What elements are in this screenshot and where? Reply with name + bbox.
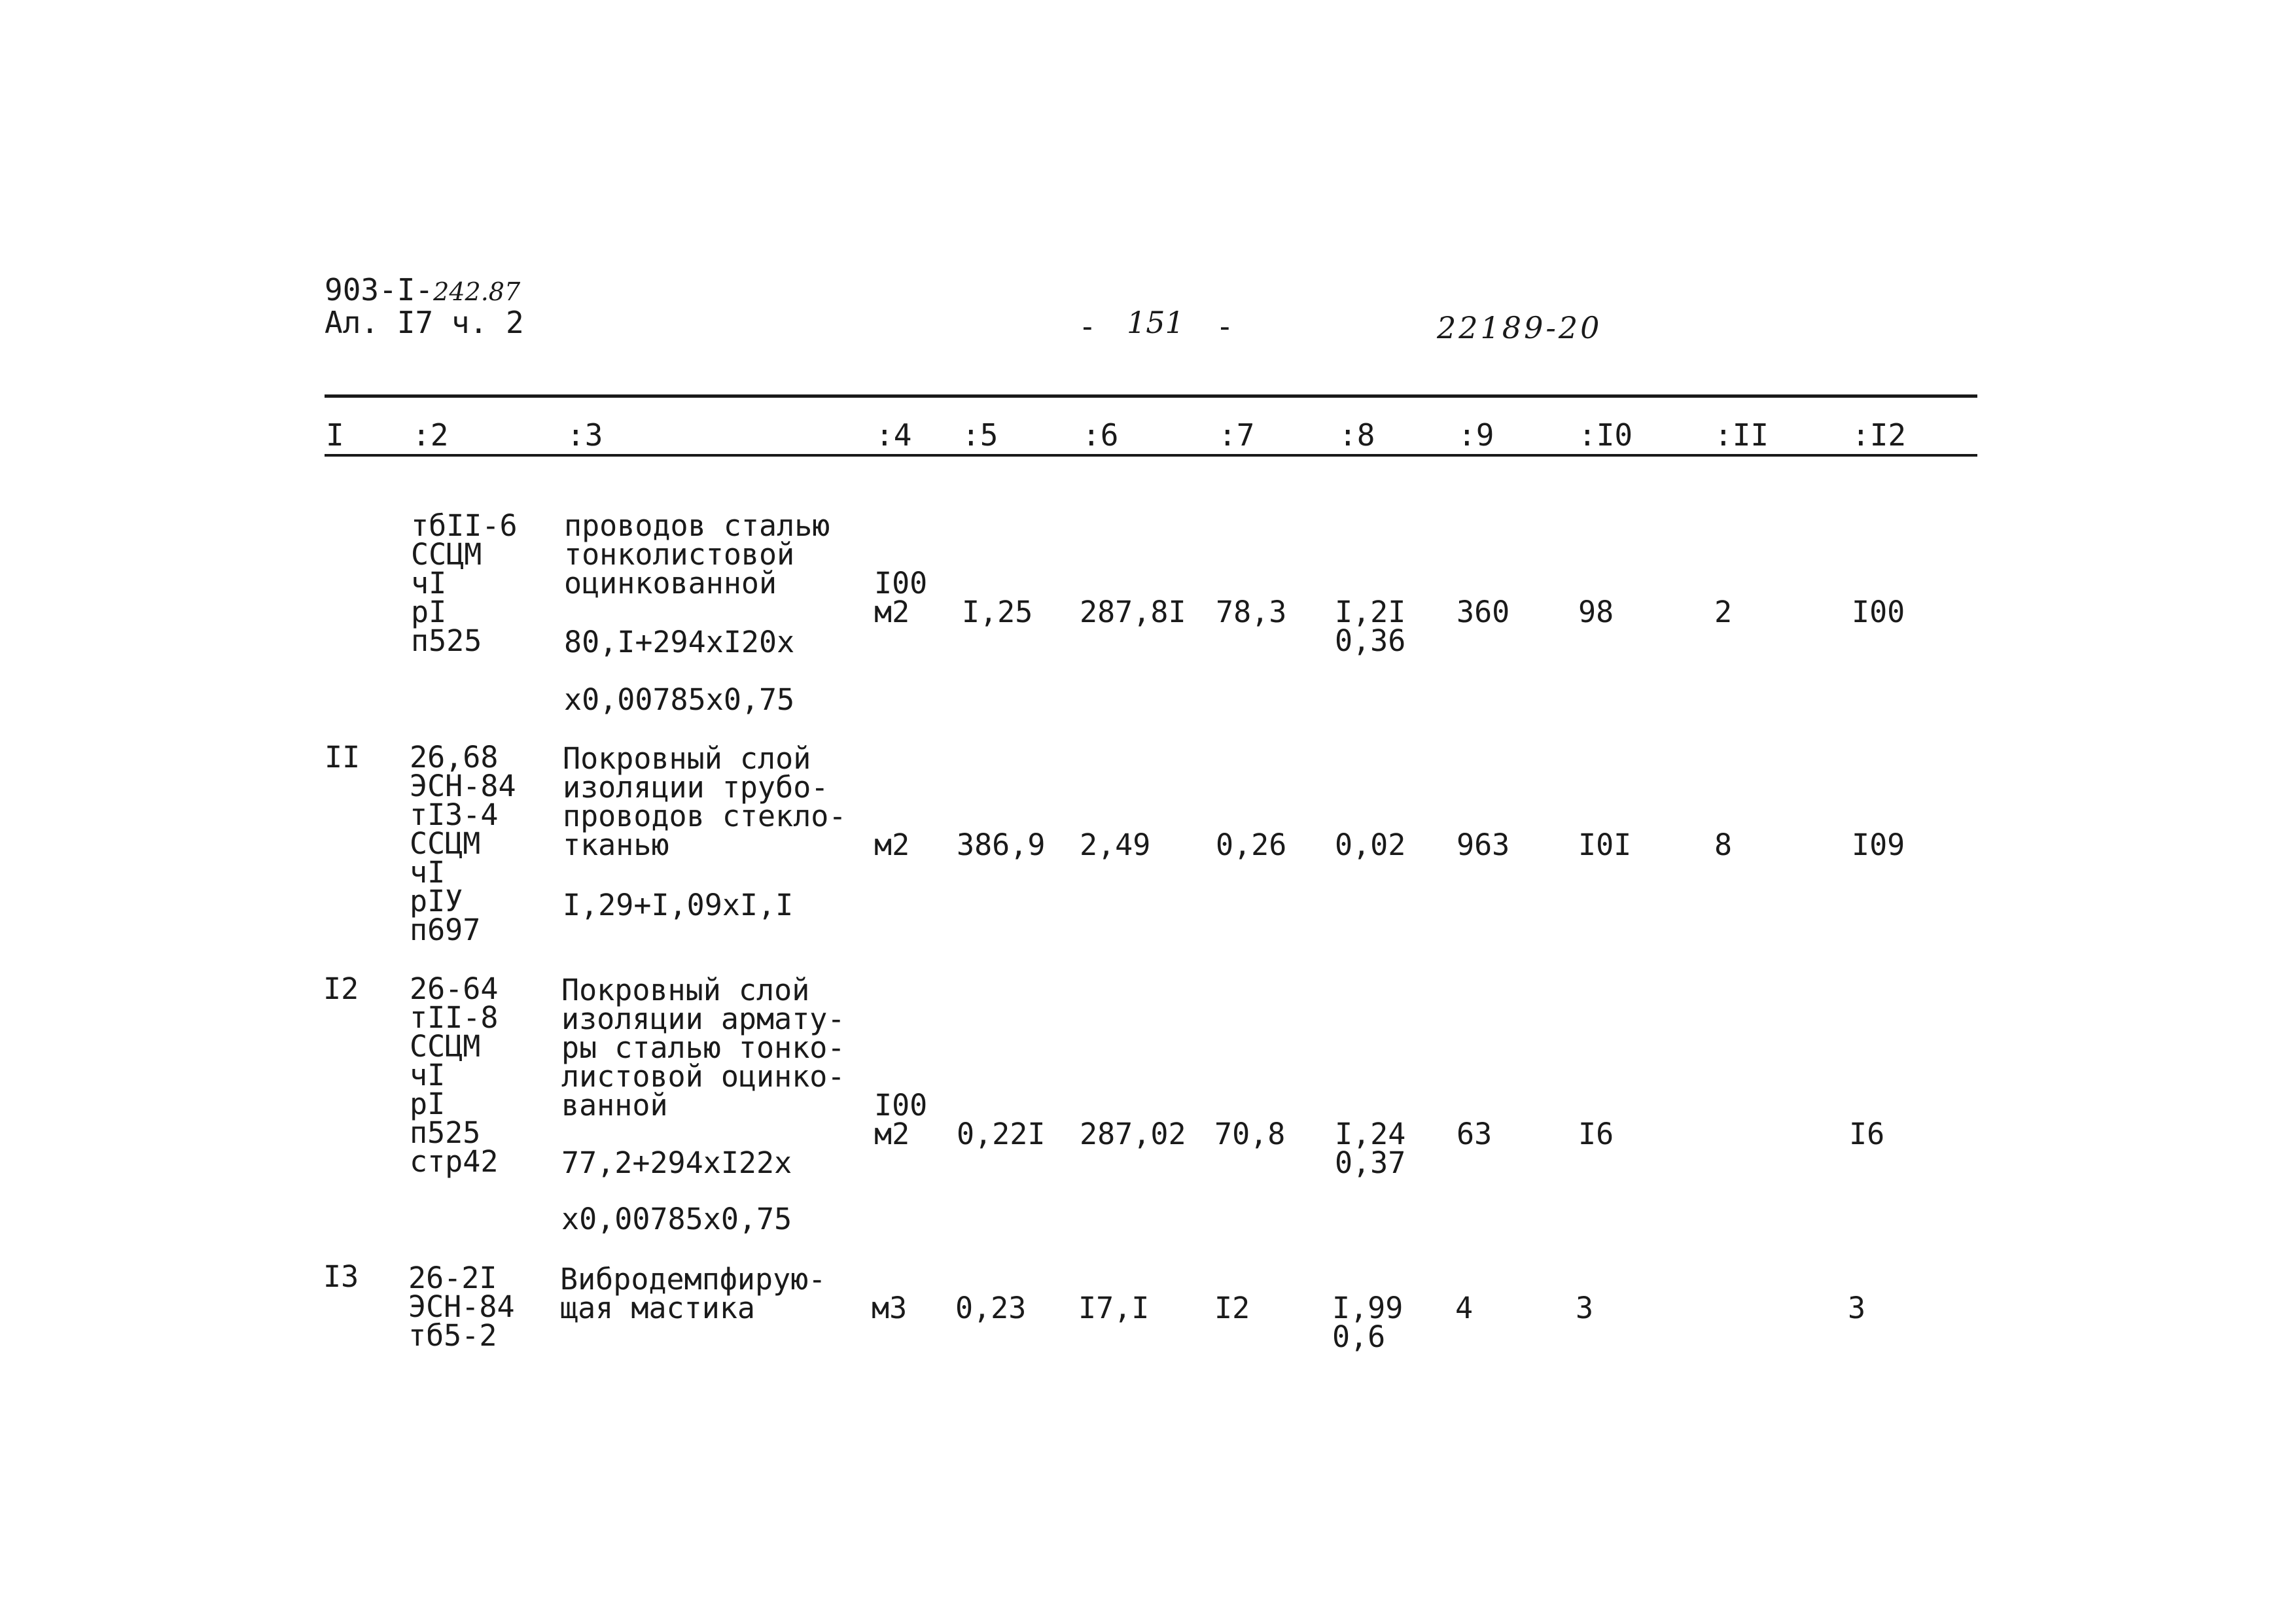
row-quantity: 0,23: [955, 1291, 1027, 1325]
row-col7: I2: [1214, 1291, 1250, 1325]
row-col12: I00: [1852, 595, 1905, 629]
row-col10: 3: [1576, 1291, 1594, 1325]
column-header-2: :2: [412, 417, 449, 453]
row-quantity: 386,9: [957, 828, 1046, 862]
row-number: II: [325, 740, 361, 775]
row-quantity: 0,22I: [957, 1117, 1046, 1151]
row-col7: 0,26: [1216, 828, 1287, 862]
row-description: Покровный слой изоляции армату- ры сталью тонко- листовой оцинко- ванной: [561, 973, 845, 1123]
row-formula: 80,I+294xI20x: [564, 625, 795, 659]
row-col7: 78,3: [1216, 595, 1287, 629]
row-col12: I09: [1852, 828, 1905, 862]
row-col9: 360: [1457, 595, 1510, 629]
row-unit-price: I7,I: [1078, 1291, 1150, 1325]
row-justification: 26,68 ЭСН-84 тI3-4 ССЦМ чI рIУ п697: [410, 740, 516, 947]
column-header-5: :5: [962, 417, 998, 453]
row-justification: 26-64 тII-8 ССЦМ чI рI п525 стр42: [410, 971, 499, 1179]
row-description: Вибродемпфирую- щая мастика: [560, 1262, 826, 1325]
row-col9: 63: [1457, 1117, 1492, 1151]
row-unit: м2: [874, 828, 910, 862]
row-coefficients: 0,02: [1335, 828, 1406, 862]
row-description: Покровный слой изоляции трубо- проводов стекло- тканью: [563, 741, 847, 862]
column-header-11: :II: [1714, 417, 1769, 453]
column-header-9: :9: [1458, 417, 1494, 453]
row-col10: 98: [1578, 595, 1614, 629]
document-code: [325, 272, 521, 307]
row-unit: I00 м2: [874, 566, 928, 629]
row-unit: м3: [872, 1291, 908, 1325]
column-header-1: I: [326, 417, 344, 453]
row-col7: 70,8: [1214, 1117, 1286, 1151]
row-number: I2: [323, 971, 359, 1006]
column-header-6: :6: [1082, 417, 1119, 453]
sheet-code: 22189-20: [1437, 310, 1602, 345]
row-quantity: I,25: [962, 595, 1033, 629]
column-header-8: :8: [1339, 417, 1375, 453]
column-header-3: :3: [567, 417, 603, 453]
row-col12: 3: [1848, 1291, 1866, 1325]
row-formula: x0,00785x0,75: [564, 682, 795, 717]
row-number: I3: [323, 1259, 359, 1294]
table-header-rule: [325, 454, 1977, 457]
page-dash-left: -: [1078, 309, 1097, 344]
row-coefficients: I,2I 0,36: [1335, 595, 1406, 658]
row-col10: I0I: [1578, 828, 1632, 862]
album-line: Ал. I7 ч. 2: [325, 305, 524, 340]
row-justification: тбII-6 ССЦМ чI рI п525: [411, 508, 518, 658]
column-header-10: :I0: [1578, 417, 1633, 453]
row-justification: 26-2I ЭСН-84 тб5-2: [408, 1261, 515, 1353]
row-unit: I00 м2: [874, 1088, 928, 1151]
row-col9: 4: [1455, 1291, 1474, 1325]
column-header-12: :I2: [1852, 417, 1907, 453]
row-coefficients: I,24 0,37: [1335, 1117, 1406, 1180]
row-unit-price: 287,8I: [1080, 595, 1186, 629]
page-number: 151: [1127, 305, 1184, 340]
row-col10: I6: [1578, 1117, 1614, 1151]
row-col11: 8: [1714, 828, 1733, 862]
row-col12: I6: [1849, 1117, 1885, 1151]
table-top-rule: [325, 394, 1977, 398]
column-header-4: :4: [875, 417, 912, 453]
page-dash-right: -: [1216, 309, 1234, 344]
column-header-7: :7: [1218, 417, 1255, 453]
row-coefficients: I,99 0,6: [1332, 1291, 1404, 1354]
row-unit-price: 2,49: [1080, 828, 1151, 862]
document-code-prefix: 903-I-: [325, 272, 434, 307]
row-unit-price: 287,02: [1080, 1117, 1186, 1151]
row-col9: 963: [1457, 828, 1510, 862]
row-col11: 2: [1714, 595, 1733, 629]
row-formula: I,29+I,09xI,I: [563, 888, 794, 922]
row-formula: 77,2+294xI22x: [561, 1145, 792, 1180]
row-description: проводов сталью тонколистовой оцинкованной: [564, 508, 830, 601]
row-formula: x0,00785x0,75: [561, 1202, 792, 1236]
document-code-handwritten: 242.87: [433, 277, 521, 306]
